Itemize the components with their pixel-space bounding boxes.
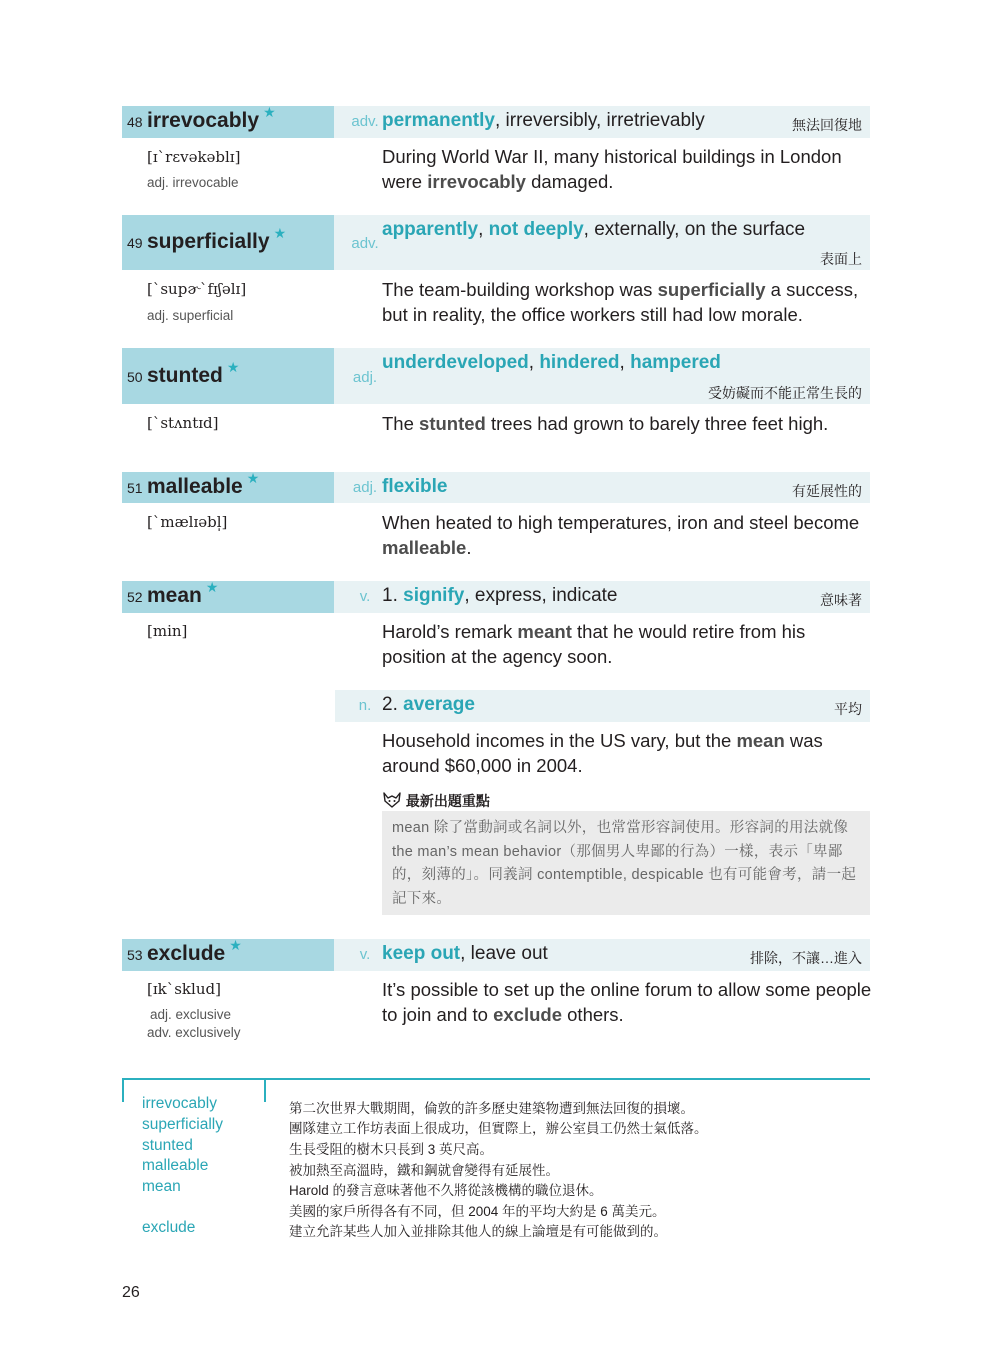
star-icon: ★ [226, 359, 240, 375]
entry-number: 53 [127, 947, 143, 963]
entry-malleable [122, 472, 870, 562]
chinese-meaning: 排除，不讓…進入 [750, 950, 862, 966]
entry-mean [122, 581, 870, 916]
summary-tick-middle [264, 1078, 266, 1102]
summary-translation: Harold 的發言意味著他不久將從該機構的職位退休。 [289, 1183, 603, 1198]
headword: stunted ★ [147, 359, 240, 387]
summary-rule [122, 1078, 870, 1080]
headword: malleable ★ [147, 470, 260, 498]
entry-irrevocably [122, 106, 870, 206]
part-of-speech-2: n. [358, 697, 372, 714]
derivative: adj. exclusive [150, 1007, 232, 1022]
star-icon: ★ [246, 470, 260, 486]
star-icon: ★ [273, 225, 287, 241]
summary-word: superficially [142, 1116, 223, 1133]
definition: permanently, irreversibly, irretrievably [382, 110, 705, 131]
pronunciation: [min] [147, 622, 188, 640]
chinese-meaning: 有延展性的 [792, 483, 862, 499]
part-of-speech: v. [359, 588, 371, 605]
headword-box [122, 106, 334, 138]
tip-box: mean 除了當動詞或名詞以外，也常當形容詞使用。形容詞的用法就像 the man’s mean behavior（那個男人卑鄙的行為）一樣，表示「卑鄙的，刻薄的」。同義詞 contemptible, despicable 也有可能會考，請一起記下來。 [382, 811, 870, 915]
pronunciation: [ɪkˋsklud] [147, 980, 221, 998]
derivative: adj. superficial [147, 308, 234, 323]
part-of-speech: adj. [352, 479, 378, 496]
definition-2: 2. average [382, 694, 475, 715]
part-of-speech: adv. [351, 113, 379, 130]
headword: irrevocably ★ [147, 104, 276, 132]
headword-box [122, 215, 334, 270]
tip-heading [382, 791, 490, 811]
headword-box [122, 581, 334, 613]
entry-number: 51 [127, 480, 143, 496]
entry-stunted [122, 348, 870, 438]
summary-translation: 生長受阻的樹木只長到 3 英尺高。 [289, 1142, 494, 1157]
tip-title: 最新出題重點 [405, 793, 490, 809]
star-icon: ★ [263, 104, 276, 120]
entry-superficially [122, 215, 870, 330]
example-sentence: Harold’s remark meant that he would retire from his position at the agency soon. [382, 621, 806, 667]
entry-number: 52 [127, 589, 143, 605]
headword-box [122, 939, 334, 971]
summary-word: irrevocably [142, 1095, 217, 1112]
chinese-meaning: 無法回復地 [792, 117, 862, 133]
headword-box [122, 348, 334, 404]
definition: 1. signify, express, indicate [382, 585, 618, 606]
entry-exclude [122, 939, 870, 1049]
example-sentence: When heated to high temperatures, iron and steel become malleable. [382, 512, 860, 558]
star-icon: ★ [205, 579, 219, 595]
chinese-meaning-2: 平均 [834, 701, 862, 717]
summary-word: stunted [142, 1137, 193, 1154]
pronunciation: [ˋmælɪəbl̩] [147, 513, 228, 531]
headword: exclude ★ [147, 937, 242, 965]
summary-translation: 美國的家戶所得各有不同，但 2004 年的平均大約是 6 萬美元。 [289, 1204, 666, 1219]
part-of-speech: adj. [352, 369, 378, 386]
headword: mean ★ [147, 579, 219, 607]
summary-word: mean [142, 1178, 181, 1195]
chinese-meaning: 意味著 [820, 592, 862, 608]
headword-box [122, 472, 334, 503]
summary-translation: 被加熱至高溫時，鐵和鋼就會變得有延展性。 [289, 1163, 559, 1178]
pronunciation: [ˋsupɚˋfɪʃəlɪ] [147, 280, 247, 298]
part-of-speech: adv. [351, 235, 379, 252]
summary-translation: 第二次世界大戰期間，倫敦的許多歷史建築物遭到無法回復的損壞。 [289, 1101, 694, 1116]
part-of-speech: v. [359, 946, 371, 963]
example-sentence-2: Household incomes in the US vary, but the mean was around $60,000 in 2004. [382, 730, 823, 776]
definition: underdeveloped, hindered, hampered [382, 352, 721, 373]
chinese-meaning: 表面上 [820, 251, 862, 267]
derivative-2: adv. exclusively [147, 1025, 241, 1040]
page-number: 26 [122, 1284, 140, 1301]
summary-tick-left [122, 1078, 124, 1102]
example-sentence: The stunted trees had grown to barely three feet high. [382, 413, 829, 434]
summary-translation: 團隊建立工作坊表面上很成功，但實際上，辦公室員工仍然士氣低落。 [289, 1121, 708, 1136]
example-sentence: The team-building workshop was superficially a success, but in reality, the office workers still had low morale. [382, 279, 859, 325]
derivative: adj. irrevocable [147, 175, 239, 190]
entry-number: 49 [127, 235, 143, 251]
fox-icon [382, 791, 402, 809]
entry-number: 48 [127, 114, 143, 130]
summary-translation: 建立允許某些人加入並排除其他人的線上論壇是有可能做到的。 [289, 1224, 667, 1239]
chinese-meaning: 受妨礙而不能正常生長的 [708, 385, 862, 401]
summary-word: exclude [142, 1219, 196, 1236]
entry-number: 50 [127, 369, 143, 385]
headword: superficially ★ [147, 225, 287, 253]
pronunciation: [ɪˋrɛvəkəblɪ] [147, 148, 241, 166]
definition: keep out, leave out [382, 943, 548, 964]
definition: flexible [382, 476, 448, 497]
example-sentence: During World War II, many historical buildings in London were irrevocably damaged. [382, 146, 842, 192]
definition: apparently, not deeply, externally, on the surface [382, 219, 806, 240]
summary-word: malleable [142, 1157, 209, 1174]
pronunciation: [ˋstʌntɪd] [147, 414, 219, 432]
star-icon: ★ [229, 937, 242, 953]
example-sentence: It’s possible to set up the online forum to allow some people to join and to exclude others. [382, 979, 872, 1025]
